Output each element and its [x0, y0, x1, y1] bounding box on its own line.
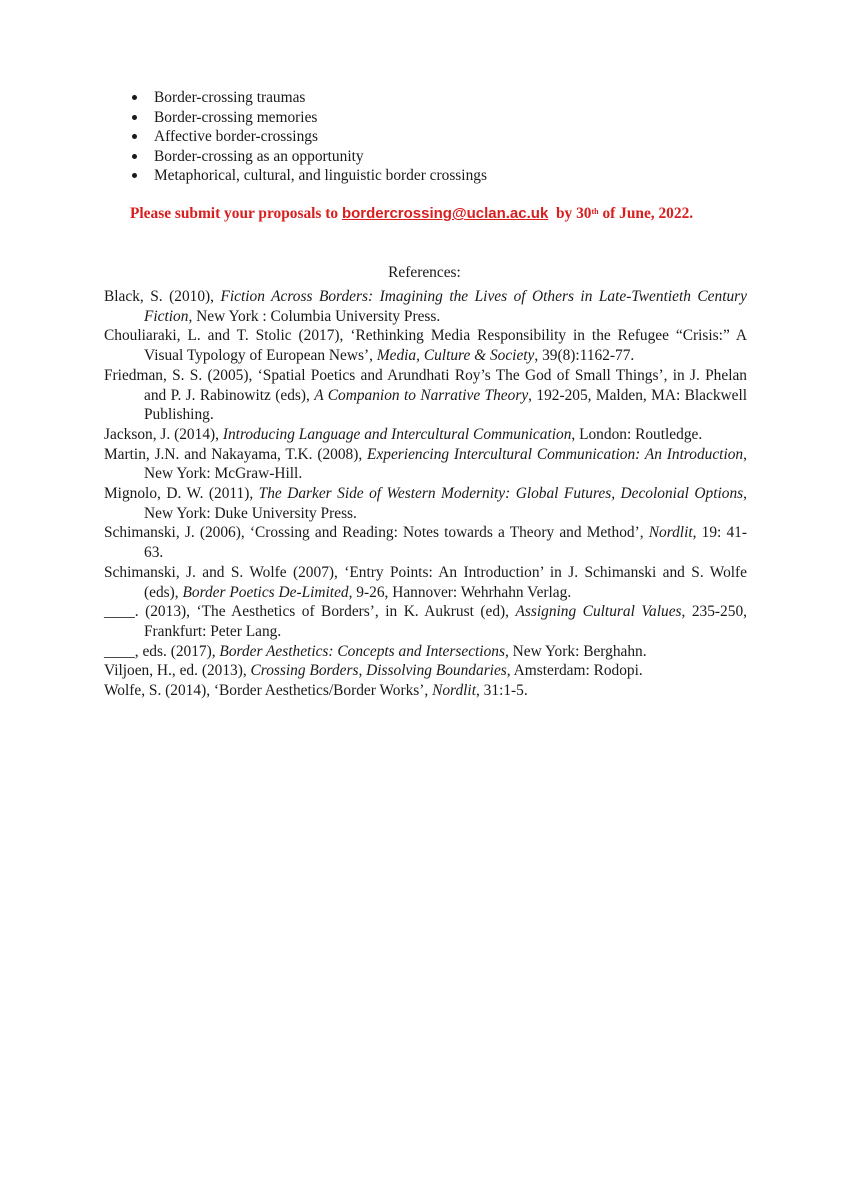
- reference-entry: [104, 642, 747, 662]
- submission-ordinal: th: [591, 207, 599, 216]
- bullet-text: Border-crossing as an opportunity: [154, 147, 364, 165]
- reference-text: Jackson, J. (2014),: [104, 425, 223, 443]
- reference-text: , New York : Columbia University Press.: [188, 307, 441, 325]
- reference-title: Media, Culture & Society: [376, 347, 535, 365]
- bullet-dot-icon: [132, 154, 137, 159]
- reference-title: Border Aesthetics: Concepts and Intersections: [219, 642, 505, 660]
- reference-title: A Companion to Narrative Theory: [314, 386, 529, 404]
- bullet-dot-icon: [132, 115, 137, 120]
- bullet-dot-icon: [132, 173, 137, 178]
- reference-text: , London: Routledge.: [571, 425, 703, 443]
- reference-entry: [104, 661, 747, 681]
- bullet-item: [130, 108, 487, 128]
- reference-title: Assigning Cultural Values: [515, 603, 682, 621]
- reference-title: Experiencing Intercultural Communication: An Introduction: [367, 445, 744, 463]
- reference-title: Border Poetics De-Limited: [182, 583, 349, 601]
- reference-text: , New York: McGraw-Hill.: [144, 445, 747, 483]
- reference-entry: [104, 366, 747, 425]
- bullet-dot-icon: [132, 134, 137, 139]
- reference-text: ____. (2013), ‘The Aesthetics of Borders’, in K. Aukrust (ed),: [104, 603, 516, 621]
- submission-email-link[interactable]: bordercrossing@uclan.ac.uk: [341, 205, 549, 222]
- reference-text: Friedman, S. S. (2005), ‘Spatial Poetics and Arundhati Roy’s The God of Small Things’, in J. Phelan and P. J. Rabinowitz (eds),: [104, 366, 747, 404]
- reference-title: The Darker Side of Western Modernity: Global Futures, Decolonial Options: [258, 485, 744, 503]
- submission-prefix: Please submit your proposals to: [130, 205, 342, 222]
- bullet-text: Border-crossing traumas: [154, 89, 306, 106]
- reference-text: , New York: Duke University Press.: [144, 485, 747, 522]
- reference-entry: [104, 681, 747, 701]
- reference-text: , Amsterdam: Rodopi.: [506, 662, 643, 680]
- reference-entry: [104, 602, 747, 641]
- reference-text: Black, S. (2010),: [104, 288, 221, 305]
- reference-title: Nordlit: [432, 682, 476, 700]
- reference-text: , 39(8):1162-77.: [534, 347, 635, 365]
- submission-notice: [130, 205, 693, 223]
- bullet-text: Affective border-crossings: [154, 128, 318, 146]
- bullet-item: [130, 127, 487, 147]
- reference-text: , New York: Berghahn.: [504, 642, 647, 660]
- reference-entry: [104, 523, 747, 562]
- reference-text: , 235-250, Frankfurt: Peter Lang.: [144, 603, 747, 640]
- reference-text: , 192-205, Malden, MA: Blackwell Publishing.: [144, 386, 748, 424]
- reference-entry: [104, 287, 747, 326]
- reference-title: Fiction Across Borders: Imagining the Lives of Others in Late-Twentieth Century Fiction: [144, 288, 747, 325]
- submission-suffix: of June, 2022.: [598, 205, 694, 222]
- bullet-item: [130, 147, 487, 167]
- reference-text: Mignolo, D. W. (2011),: [104, 485, 259, 503]
- reference-text: , 9-26, Hannover: Wehrhahn Verlag.: [348, 583, 572, 601]
- reference-text: Schimanski, J. and S. Wolfe (2007), ‘Entry Points: An Introduction’ in J. Schimanski and S. Wolfe (eds),: [104, 563, 747, 601]
- bullet-text: Metaphorical, cultural, and linguistic border crossings: [154, 167, 487, 185]
- reference-entry: [104, 484, 747, 523]
- bullet-dot-icon: [132, 95, 137, 100]
- reference-title: Nordlit: [648, 524, 693, 542]
- reference-entry: [104, 445, 747, 484]
- reference-text: Schimanski, J. (2006), ‘Crossing and Reading: Notes towards a Theory and Method’,: [104, 524, 649, 542]
- reference-text: Wolfe, S. (2014), ‘Border Aesthetics/Border Works’,: [104, 682, 433, 700]
- reference-text: Viljoen, H., ed. (2013),: [104, 662, 251, 680]
- reference-text: Chouliaraki, L. and T. Stolic (2017), ‘Rethinking Media Responsibility in the Refugee “Crisis:” A Visual Typology of European News’,: [104, 327, 747, 365]
- submission-by: by 30: [548, 205, 592, 222]
- reference-entry: [104, 326, 747, 365]
- reference-text: Martin, J.N. and Nakayama, T.K. (2008),: [104, 445, 368, 463]
- reference-title: Crossing Borders, Dissolving Boundaries: [250, 662, 507, 680]
- reference-entry: [104, 563, 747, 602]
- topic-bullet-list: [130, 88, 487, 186]
- bullet-item: [130, 166, 487, 186]
- bullet-text: Border-crossing memories: [154, 108, 318, 126]
- references-heading: References:: [388, 264, 461, 281]
- reference-text: , 31:1-5.: [475, 682, 528, 700]
- reference-text: , 19: 41-63.: [144, 524, 748, 562]
- references-list: [104, 287, 747, 701]
- reference-entry: [104, 425, 747, 445]
- bullet-item: [130, 88, 487, 108]
- reference-title: Introducing Language and Intercultural Communication: [222, 425, 572, 443]
- reference-text: ____, eds. (2017),: [104, 642, 220, 660]
